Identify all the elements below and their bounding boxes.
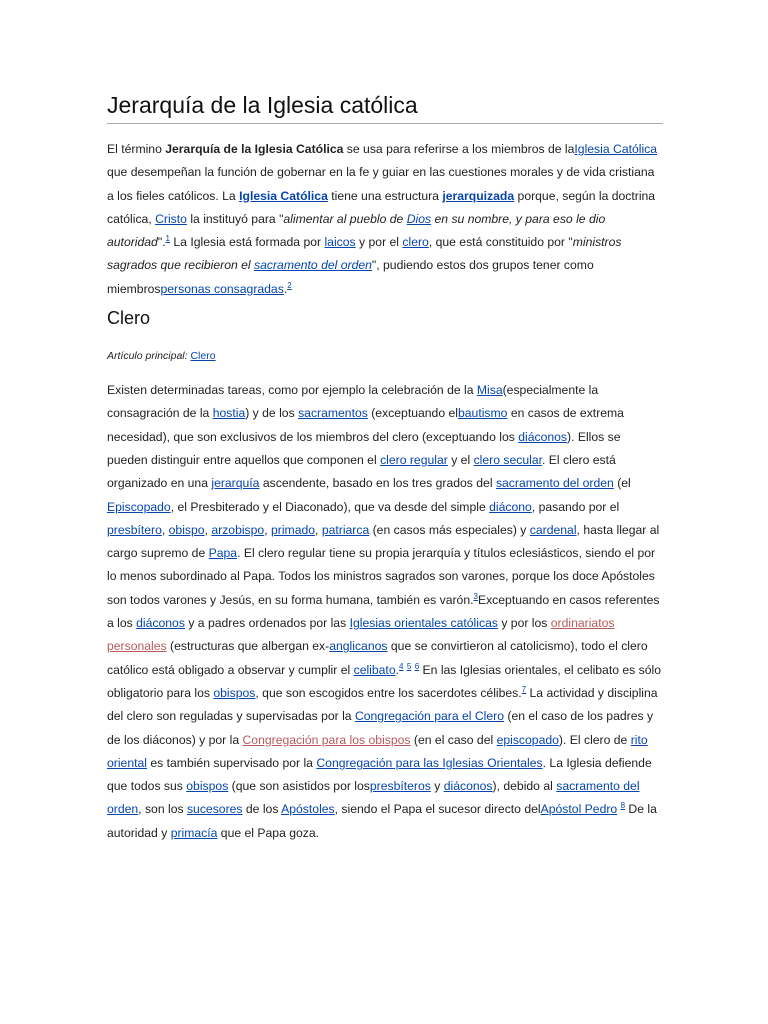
link-misa[interactable]: Misa	[476, 383, 503, 398]
text: de los	[242, 802, 282, 817]
clero-paragraph	[107, 379, 663, 845]
text: ), debido al	[492, 779, 557, 794]
text: en su nombre, y para eso le dio autoridad	[107, 211, 606, 250]
text: ", pudiendo estos dos grupos tener como miembros	[107, 258, 594, 296]
link-congregacion-para-el-clero[interactable]: Congregación para el Clero	[354, 709, 505, 724]
text: que desempeñan la función de gobernar en la fe y guiar en las cuestiones morales y de vida cristiana a los fieles católicos. La	[107, 165, 655, 203]
text: ,	[161, 522, 169, 537]
link-sucesores[interactable]: sucesores	[186, 802, 243, 817]
text: , siendo el Papa el sucesor directo del	[334, 802, 541, 817]
text: en casos de extrema necesidad), que son exclusivos de los miembros del clero (exceptuando los	[107, 406, 624, 444]
text: Exceptuando en casos referentes a los	[107, 592, 660, 631]
link-ordinariatos-personales[interactable]: ordinariatos personales	[107, 616, 615, 654]
text: y	[430, 779, 444, 794]
text: , hasta llegar al cargo supremo de	[107, 522, 660, 561]
ref-link-1[interactable]: 1	[165, 234, 170, 244]
text: se usa para referirse a los miembros de la	[343, 142, 575, 156]
text: (el	[613, 476, 631, 491]
link-obispos[interactable]: obispos	[186, 779, 229, 794]
text: (exceptuando el	[367, 406, 458, 421]
text: ). Ellos se pueden distinguir entre aquellos que componen el	[107, 429, 621, 467]
text: , el Presbiterado y el Diaconado), que va desde del simple	[170, 499, 490, 514]
text: la instituyó para "	[186, 211, 284, 226]
link-primado[interactable]: primado	[271, 522, 316, 537]
link-cristo[interactable]: Cristo	[155, 211, 187, 226]
text: , pasando por el	[531, 499, 620, 514]
link-diaconos[interactable]: diáconos	[136, 616, 185, 631]
page-title: Jerarquía de la Iglesia católica	[107, 90, 663, 124]
text: , son los	[138, 802, 187, 817]
text: y por los	[497, 616, 551, 631]
text: . La Iglesia defiende que todos sus	[107, 755, 652, 794]
link-hostia[interactable]: hostia	[212, 406, 246, 421]
article	[107, 90, 663, 845]
link-episcopado[interactable]: episcopado	[496, 732, 559, 747]
text: ministros sagrados que recibieron el	[107, 235, 622, 273]
link-diacono[interactable]: diácono	[489, 499, 532, 514]
text: que el Papa goza.	[217, 825, 320, 840]
text: (estructuras que albergan ex-	[166, 639, 330, 654]
text: tiene una estructura	[327, 188, 443, 203]
text: es también supervisado por la	[146, 755, 317, 770]
link-cardenal[interactable]: cardenal	[529, 522, 577, 537]
hatnote-label: Artículo principal:	[107, 350, 188, 363]
link-iglesia-catolica[interactable]: Iglesia Católica	[574, 142, 658, 156]
text: La Iglesia está formada por	[170, 235, 325, 250]
link-obispo[interactable]: obispo	[168, 522, 205, 537]
text: (en el caso de los padres y de los diáconos) y por la	[107, 709, 654, 747]
text: ascendente, basado en los tres grados del	[259, 476, 496, 491]
text: (que son asistidos por los	[228, 779, 370, 794]
link-clero-secular[interactable]: clero secular	[473, 452, 542, 467]
text: .	[395, 662, 399, 677]
link-jerarquizada[interactable]	[442, 189, 514, 203]
hatnote	[107, 347, 663, 365]
link-rito-oriental[interactable]: rito oriental	[107, 732, 648, 770]
reference	[287, 281, 291, 290]
text: y el	[447, 452, 474, 467]
link-jerarquia[interactable]: jerarquía	[211, 476, 260, 491]
reference	[407, 662, 411, 671]
link-sacramento-del-orden[interactable]: sacramento del orden	[107, 779, 640, 817]
ref-link-8[interactable]: 8	[620, 801, 626, 811]
text: , que está constituido por "	[428, 235, 573, 250]
link-clero-regular[interactable]: clero regular	[380, 452, 448, 467]
text: ) y de los	[245, 406, 299, 421]
section-heading-clero: Clero	[107, 308, 151, 329]
link-papa[interactable]: Papa	[208, 546, 238, 561]
link-episcopado[interactable]: Episcopado	[107, 499, 171, 514]
link-clero[interactable]: clero	[402, 235, 429, 250]
text: (en casos más especiales) y	[369, 522, 530, 537]
link-apostoles[interactable]: Apóstoles	[281, 802, 335, 817]
text: Existen determinadas tareas, como por ejemplo la celebración de la	[107, 383, 477, 398]
reference	[399, 662, 403, 671]
hatnote-link-clero[interactable]: Clero	[190, 350, 216, 363]
link-congregacion-para-los-obispos[interactable]: Congregación para los obispos	[242, 732, 411, 747]
bold-term: Jerarquía de la Iglesia Católica	[165, 142, 344, 156]
text: ). El clero de	[558, 732, 631, 747]
link-iglesia-catolica-bold[interactable]	[239, 189, 328, 203]
ref-link-6[interactable]: 6	[414, 661, 420, 671]
text: De la autoridad y	[107, 802, 657, 840]
link-congregacion-iglesias-orientales[interactable]: Congregación para las Iglesias Orientales	[316, 755, 543, 770]
text: ,	[315, 522, 322, 537]
link-diaconos[interactable]: diáconos	[443, 779, 493, 794]
link-presbitero[interactable]: presbítero	[107, 522, 162, 537]
text: (especialmente la consagración de la	[107, 383, 599, 421]
text: , que son escogidos entre los sacerdotes célibes.	[255, 685, 522, 700]
link-arzobispo[interactable]: arzobispo	[211, 522, 265, 537]
ref-link-5[interactable]: 5	[406, 661, 412, 671]
link-personas-consagradas[interactable]: personas consagradas	[160, 281, 284, 296]
text: . El clero está organizado en una	[107, 452, 616, 491]
text: y a padres ordenados por las	[184, 616, 350, 631]
text: El término	[107, 142, 166, 156]
text: ,	[204, 522, 212, 537]
link-laicos[interactable]: laicos	[324, 235, 356, 250]
text: ".	[157, 235, 166, 250]
link-sacramento-del-orden[interactable]: sacramento del orden	[254, 258, 372, 273]
text: La actividad y disciplina del clero son reguladas y supervisadas por la	[107, 685, 658, 724]
link-diaconos[interactable]: diáconos	[518, 429, 568, 444]
link-label: Iglesia Católica	[239, 188, 328, 203]
link-celibato[interactable]: celibato	[353, 662, 396, 677]
link-primacia[interactable]: primacía	[170, 825, 218, 840]
text: .	[283, 281, 288, 296]
text: . El clero regular tiene su propia jerarquía y títulos eclesiásticos, siendo el por lo menos subordinado al Papa. Todos los ministros sagrados son varones, porque los doce Apóstoles son todos varones y Jesús, en su forma humana, también es varón.	[107, 546, 656, 607]
link-presbiteros[interactable]: presbíteros	[369, 779, 431, 794]
link-iglesias-orientales-catolicas[interactable]: Iglesias orientales católicas	[349, 616, 498, 631]
link-apostol-pedro[interactable]: Apóstol Pedro	[540, 802, 618, 817]
ref-link-3[interactable]: 3	[473, 591, 478, 601]
link-patriarca[interactable]: patriarca	[321, 522, 370, 537]
text: En las Iglesias orientales, el celibato es sólo obligatorio para los	[107, 662, 661, 700]
link-dios[interactable]: Dios	[406, 211, 432, 226]
text: alimentar al pueblo de	[283, 211, 407, 226]
ref-link-4[interactable]: 4	[399, 661, 404, 671]
link-bautismo[interactable]: bautismo	[457, 406, 508, 421]
link-sacramento-del-orden[interactable]: sacramento del orden	[495, 476, 614, 491]
text: y por el	[355, 235, 403, 250]
ref-link-7[interactable]: 7	[521, 684, 527, 694]
text: (en el caso del	[410, 732, 497, 747]
text: porque, según la doctrina católica,	[107, 188, 656, 226]
link-sacramentos[interactable]: sacramentos	[298, 406, 368, 421]
link-obispos[interactable]: obispos	[213, 685, 256, 700]
link-anglicanos[interactable]: anglicanos	[329, 639, 388, 654]
ref-link-2[interactable]: 2	[287, 280, 292, 290]
intro-paragraph	[107, 138, 663, 301]
text: ,	[264, 522, 271, 537]
link-label: jerarquizada	[442, 188, 515, 203]
text: que se convirtieron al catolicismo), todo el clero católico está obligado a observar y cumplir el	[107, 639, 648, 677]
